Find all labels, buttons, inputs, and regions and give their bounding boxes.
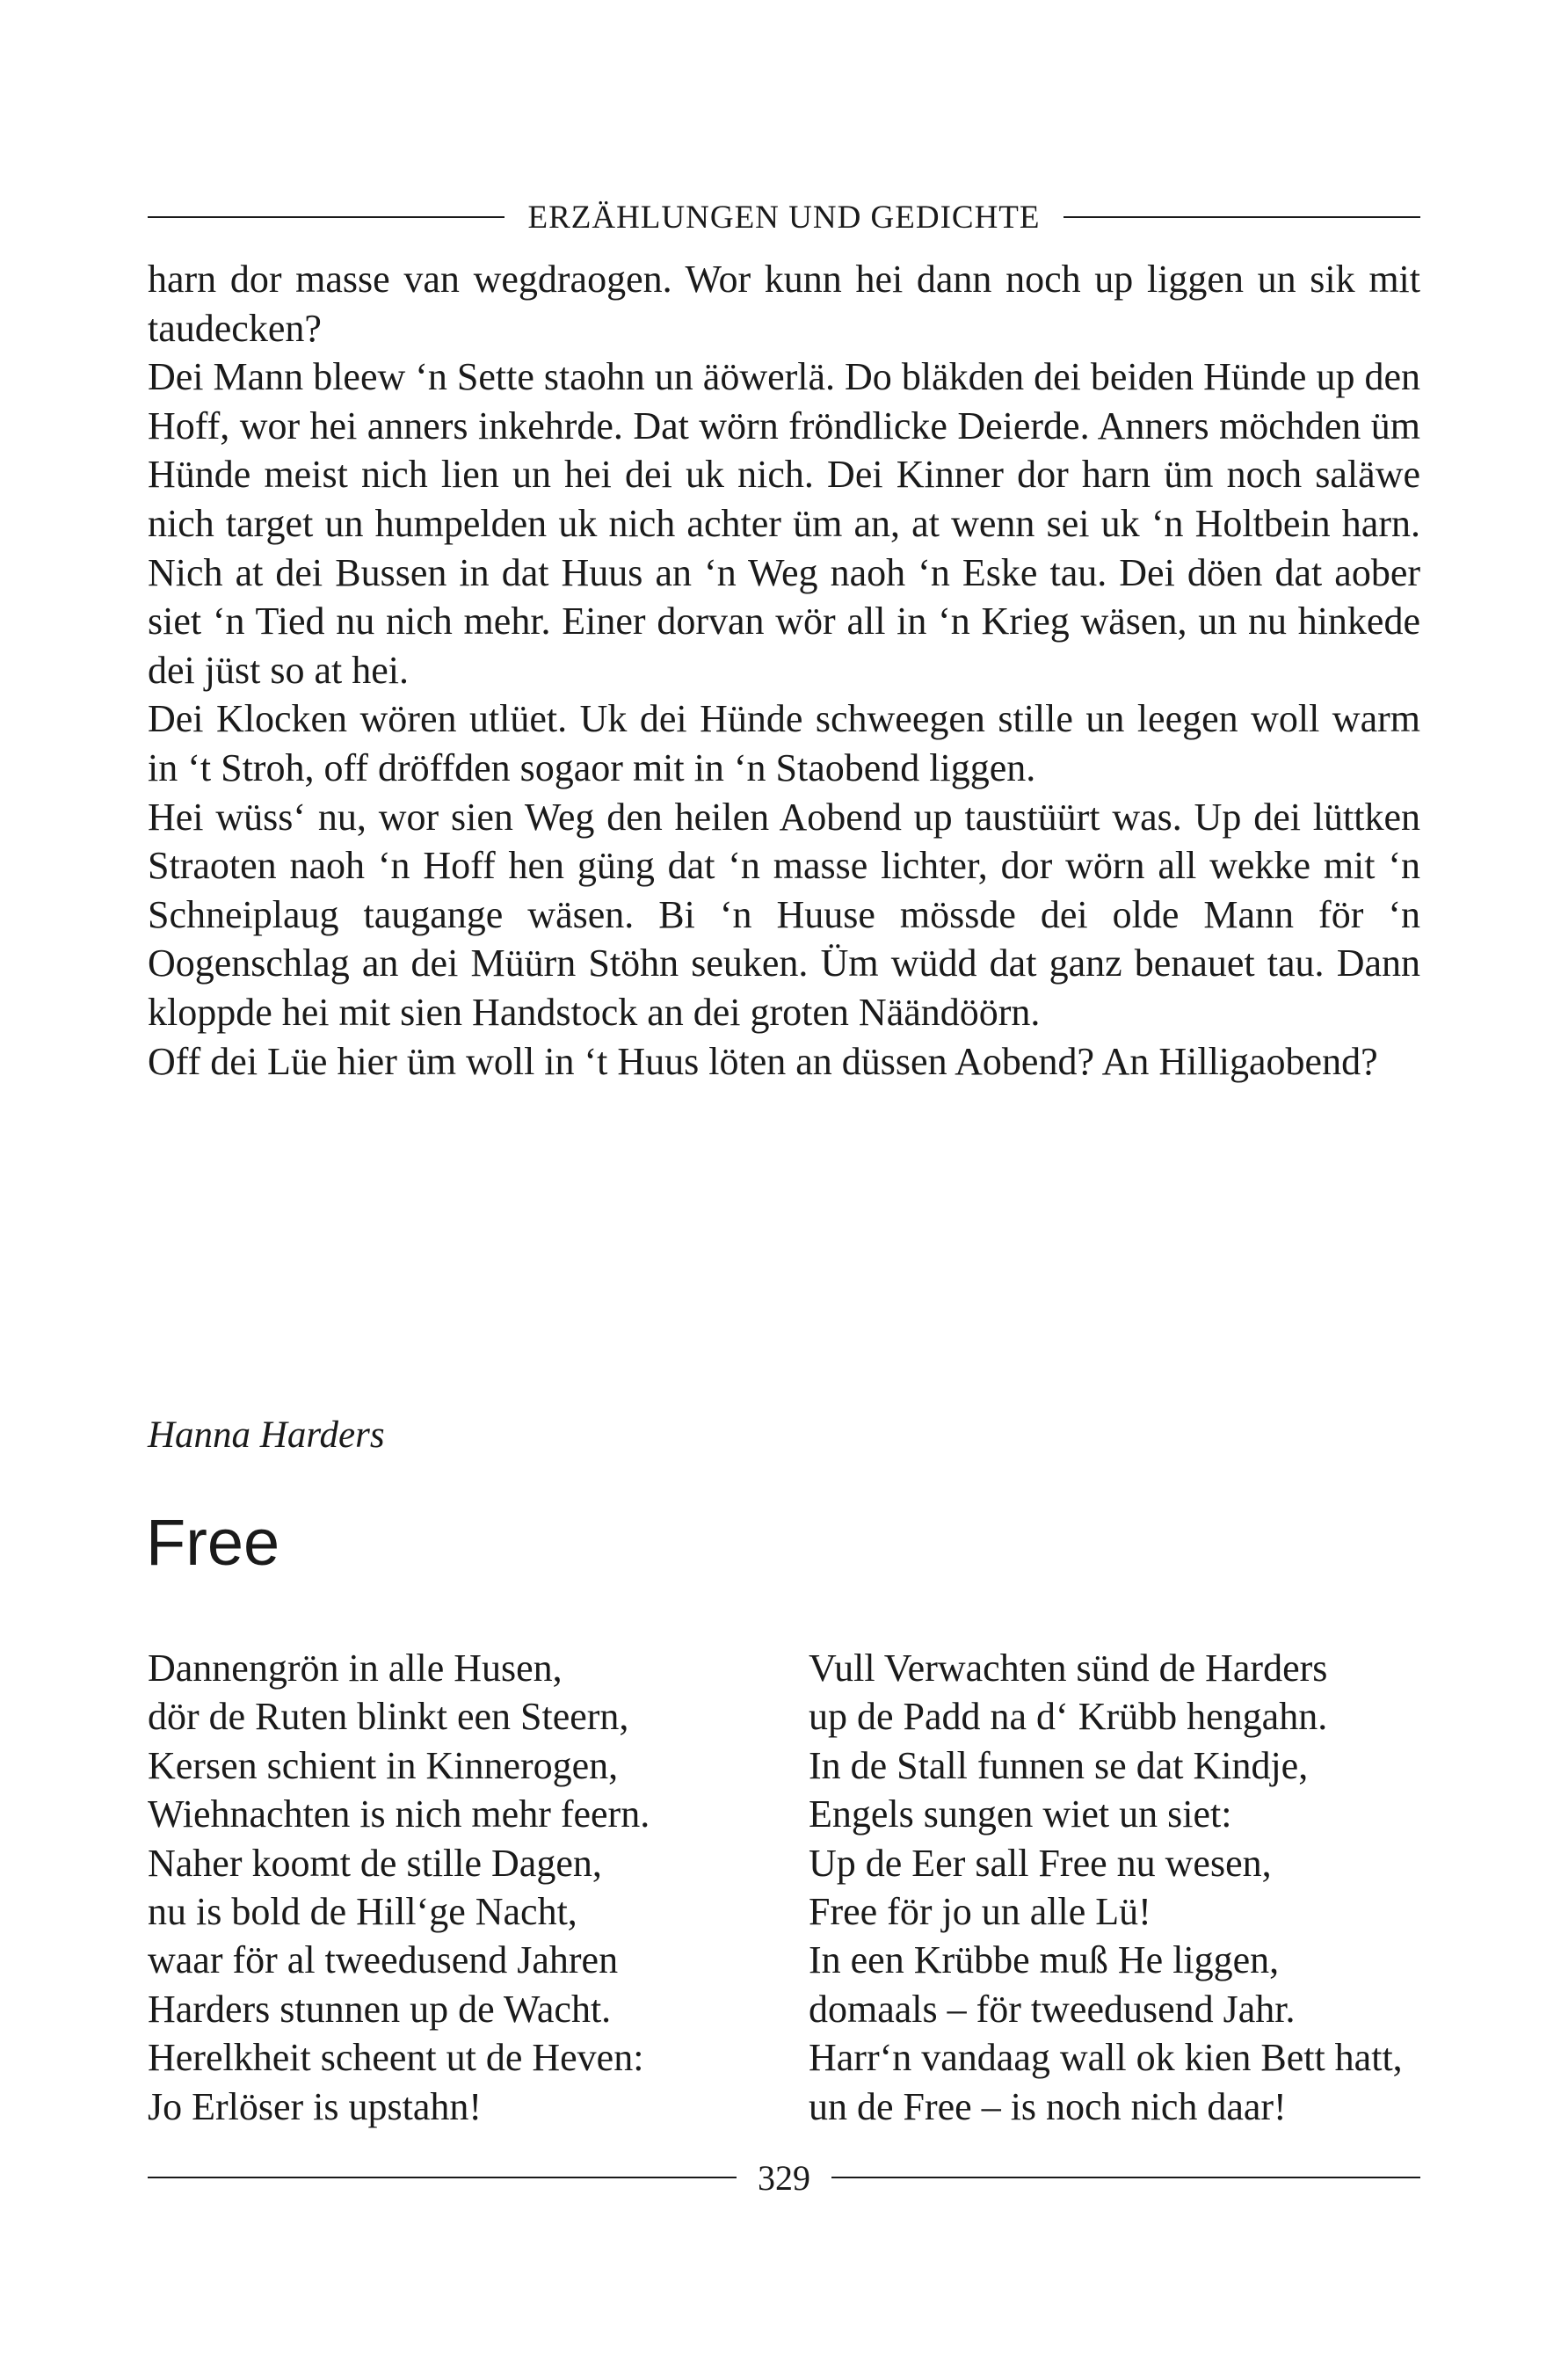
poem-line: dör de Ruten blinkt een Steern, xyxy=(148,1695,629,1739)
poem-left-column xyxy=(148,1644,650,2131)
page-footer xyxy=(148,2156,1420,2199)
poem-title: Free xyxy=(146,1506,280,1579)
poem-line: Herelkheit scheent ut de Heven: xyxy=(148,2036,644,2080)
poem-line: Engels sungen wiet un siet: xyxy=(809,1792,1232,1836)
poem-line: un de Free – is noch nich daar! xyxy=(809,2084,1287,2128)
running-header xyxy=(148,195,1420,239)
poem-right-column xyxy=(809,1644,1403,2131)
poem-line: nu is bold de Hill‘ge Nacht, xyxy=(148,1890,577,1934)
poem-line: In een Krübbe muß He liggen, xyxy=(809,1938,1280,1982)
footer-rule-right xyxy=(831,2177,1420,2178)
footer-rule-left xyxy=(148,2177,737,2178)
poem-line: domaals – för tweedusend Jahr. xyxy=(809,1987,1296,2031)
poem-line: Naher koomt de stille Dagen, xyxy=(148,1841,602,1885)
poem-line: Up de Eer sall Free nu wesen, xyxy=(809,1841,1272,1885)
paragraph: harn dor masse van wegdraogen. Wor kunn hei dann noch up liggen un sik mit taudecken? xyxy=(148,258,1420,350)
poem-line: Jo Erlöser is upstahn! xyxy=(148,2084,483,2128)
poem-line: waar för al tweedusend Jahren xyxy=(148,1938,619,1982)
poem-line: Dannengrön in alle Husen, xyxy=(148,1647,563,1690)
poem-line: Kersen schient in Kinnerogen, xyxy=(148,1743,619,1787)
poem-line: Vull Verwachten sünd de Harders xyxy=(809,1647,1328,1690)
poem-line: In de Stall funnen se dat Kindje, xyxy=(809,1743,1309,1787)
poem-line: Free för jo un alle Lü! xyxy=(809,1890,1151,1934)
paragraph: Dei Klocken wören utlüet. Uk dei Hünde schweegen stille un leegen woll warm in ‘t Stroh, off dröffden sogaor mit in ‘n Staobend liggen. xyxy=(148,697,1420,789)
page-number: 329 xyxy=(758,2157,810,2198)
poem-author: Hanna Harders xyxy=(148,1414,385,1456)
header-rule-right xyxy=(1063,216,1420,218)
poem-line: Wiehnachten is nich mehr feern. xyxy=(148,1792,650,1836)
poem-line: Harr‘n vandaag wall ok kien Bett hatt, xyxy=(809,2036,1403,2080)
running-title: ERZÄHLUNGEN UND GEDICHTE xyxy=(527,199,1041,236)
paragraph: Dei Mann bleew ‘n Sette staohn un äöwerlä. Do bläkden dei beiden Hünde up den Hoff, wor hei anners inkehrde. Dat wörn fröndlicke Deierde. Anners möchden üm Hünde meist nich lien un hei dei uk nich. Dei Kinner dor harn üm noch saläwe nich target un humpelden uk nich achter üm an, at wenn sei uk ‘n Holtbein harn. Nich at dei Bussen in dat Huus an ‘n Weg naoh ‘n Eske tau. Dei döen dat aober siet ‘n Tied nu nich mehr. Einer dorvan wör all in ‘n Krieg wäsen, un nu hinkede dei jüst so at hei. xyxy=(148,355,1420,692)
paragraph: Off dei Lüe hier üm woll in ‘t Huus löten an düssen Aobend? An Hilligaobend? xyxy=(148,1039,1378,1083)
prose-text xyxy=(148,255,1420,1086)
paragraph: Hei wüss‘ nu, wor sien Weg den heilen Aobend up taustüürt was. Up dei lüttken Straoten naoh ‘n Hoff hen güng dat ‘n masse lichter, dor wörn all wekke mit ‘n Schneiplaug taugange wäsen. Bi ‘n Huuse mössde dei olde Mann för ‘n Oogenschlag an dei Müürn Stöhn seuken. Üm wüdd dat ganz benauet tau. Dann kloppde hei mit sien Handstock an dei groten Näändöörn. xyxy=(148,795,1420,1034)
poem-line: Harders stunnen up de Wacht. xyxy=(148,1987,612,2031)
poem-line: up de Padd na d‘ Krübb hengahn. xyxy=(809,1695,1328,1739)
header-rule-left xyxy=(148,216,505,218)
